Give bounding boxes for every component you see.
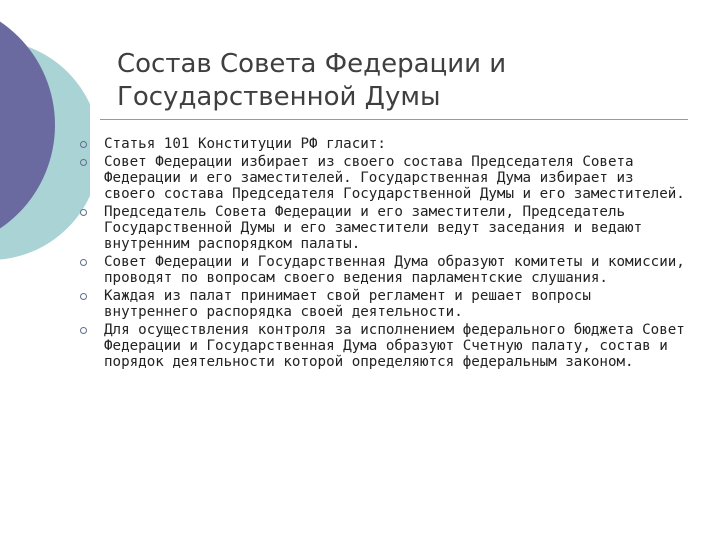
bullet-text: Каждая из палат принимает свой регламент и решает вопросы внутреннего распорядка своей деятельности. <box>104 288 591 320</box>
title-line-1: Состав Совета Федерации и <box>117 49 507 79</box>
bullet-list <box>80 136 692 372</box>
bullet-item <box>80 254 692 286</box>
title-line-2: Государственной Думы <box>117 82 441 112</box>
circle-bullet-icon <box>80 159 87 166</box>
bullet-item <box>80 204 692 252</box>
bullet-text: Совет Федерации и Государственная Дума образуют комитеты и комиссии, проводят по вопросам своего ведения парламентские слушания. <box>104 254 685 286</box>
circle-bullet-icon <box>80 141 87 148</box>
circle-bullet-icon <box>80 209 87 216</box>
bullet-text: Статья 101 Конституции РФ гласит: <box>104 136 386 152</box>
circle-bullet-icon <box>80 259 87 266</box>
circle-bullet-icon <box>80 293 87 300</box>
bullet-text: Председатель Совета Федерации и его заместители, Председатель Государственной Думы и его заместители ведут заседания и ведают внутренним распорядком палаты. <box>104 204 643 252</box>
decorative-circles <box>0 0 90 300</box>
bullet-item <box>80 154 692 202</box>
title-underline <box>100 119 688 120</box>
bullet-item <box>80 322 692 370</box>
slide-title <box>117 48 697 114</box>
circle-bullet-icon <box>80 327 87 334</box>
bullet-item <box>80 136 692 152</box>
bullet-text: Для осуществления контроля за исполнением федерального бюджета Совет Федерации и Государственная Дума образуют Счетную палату, состав и порядок деятельности которой определяются федеральным законом. <box>104 322 685 370</box>
bullet-text: Совет Федерации избирает из своего состава Председателя Совета Федерации и его заместителей. Государственная Дума избирает из своего состава Председателя Государственной Думы и его заместителей. <box>104 154 685 202</box>
bullet-item <box>80 288 692 320</box>
